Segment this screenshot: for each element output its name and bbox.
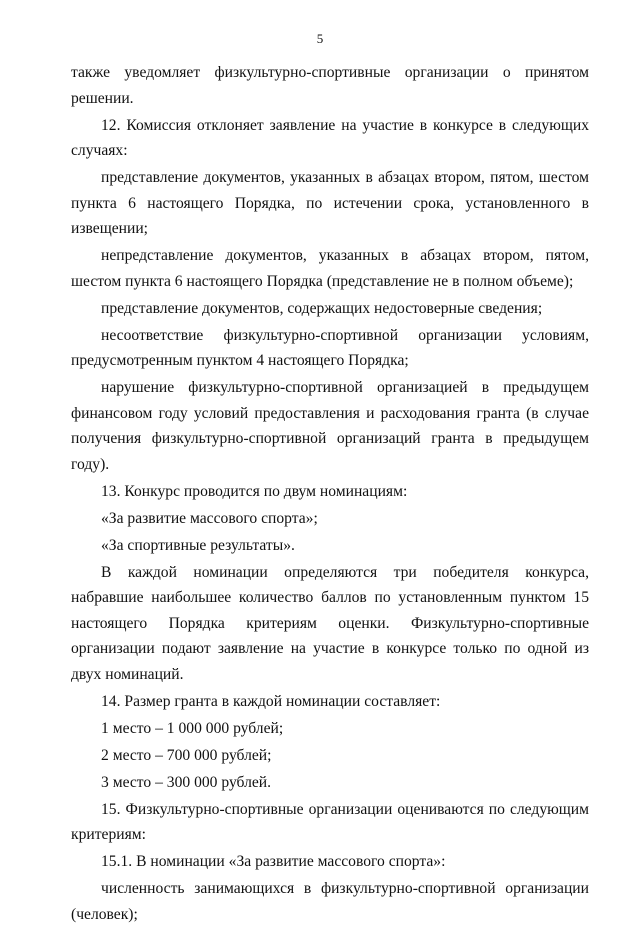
page-number: 5 bbox=[316, 31, 324, 46]
paragraph-clause-12: 12. Комиссия отклоняет заявление на участие в конкурсе в следующих случаях: bbox=[71, 116, 589, 159]
paragraph-criterion-participants: численность занимающихся в физкультурно-спортивной организации (человек); bbox=[71, 880, 589, 923]
paragraph-clause-15: 15. Физкультурно-спортивные организации оцениваются по следующим критериям: bbox=[71, 800, 589, 843]
paragraph-nomination-results: «За спортивные результаты». bbox=[101, 536, 295, 554]
paragraph-clause-13: 13. Конкурс проводится по двум номинациям: bbox=[101, 482, 408, 500]
paragraph-rejection-false-info: представление документов, содержащих недостоверные сведения; bbox=[101, 299, 543, 317]
paragraph-rejection-missing-documents: непредставление документов, указанных в абзацах втором, пятом, шестом пункта 6 настоящего Порядка (представление не в полном объеме); bbox=[71, 247, 589, 290]
paragraph-continuation: также уведомляет физкультурно-спортивные организации о принятом решении. bbox=[71, 64, 589, 107]
paragraph-nomination-mass-sport: «За развитие массового спорта»; bbox=[101, 509, 318, 527]
paragraph-place-3: 3 место – 300 000 рублей. bbox=[101, 773, 272, 791]
paragraph-rejection-late-documents: представление документов, указанных в абзацах втором, пятом, шестом пункта 6 настоящего Порядка, по истечении срока, установленного в извещении; bbox=[71, 169, 589, 237]
document-body bbox=[71, 60, 589, 927]
paragraph-winners: В каждой номинации определяются три победителя конкурса, набравшие наибольшее количество баллов по установленным пунктом 15 настоящего Порядка критериям оценки. Физкультурно-спортивные организации подают заявление на участие в конкурсе только по одной из двух номинаций. bbox=[71, 563, 589, 683]
paragraph-rejection-nonconformity: несоответствие физкультурно-спортивной организации условиям, предусмотренным пунктом 4 настоящего Порядка; bbox=[71, 326, 589, 369]
paragraph-clause-14: 14. Размер гранта в каждой номинации составляет: bbox=[101, 692, 441, 710]
paragraph-place-1: 1 место – 1 000 000 рублей; bbox=[101, 719, 284, 737]
paragraph-place-2: 2 место – 700 000 рублей; bbox=[101, 746, 272, 764]
paragraph-rejection-violation: нарушение физкультурно-спортивной организацией в предыдущем финансовом году условий предоставления и расходования гранта (в случае получения физкультурно-спортивной организаций гранта в предыдущем году). bbox=[71, 379, 589, 473]
paragraph-clause-15-1: 15.1. В номинации «За развитие массового спорта»: bbox=[101, 853, 446, 870]
